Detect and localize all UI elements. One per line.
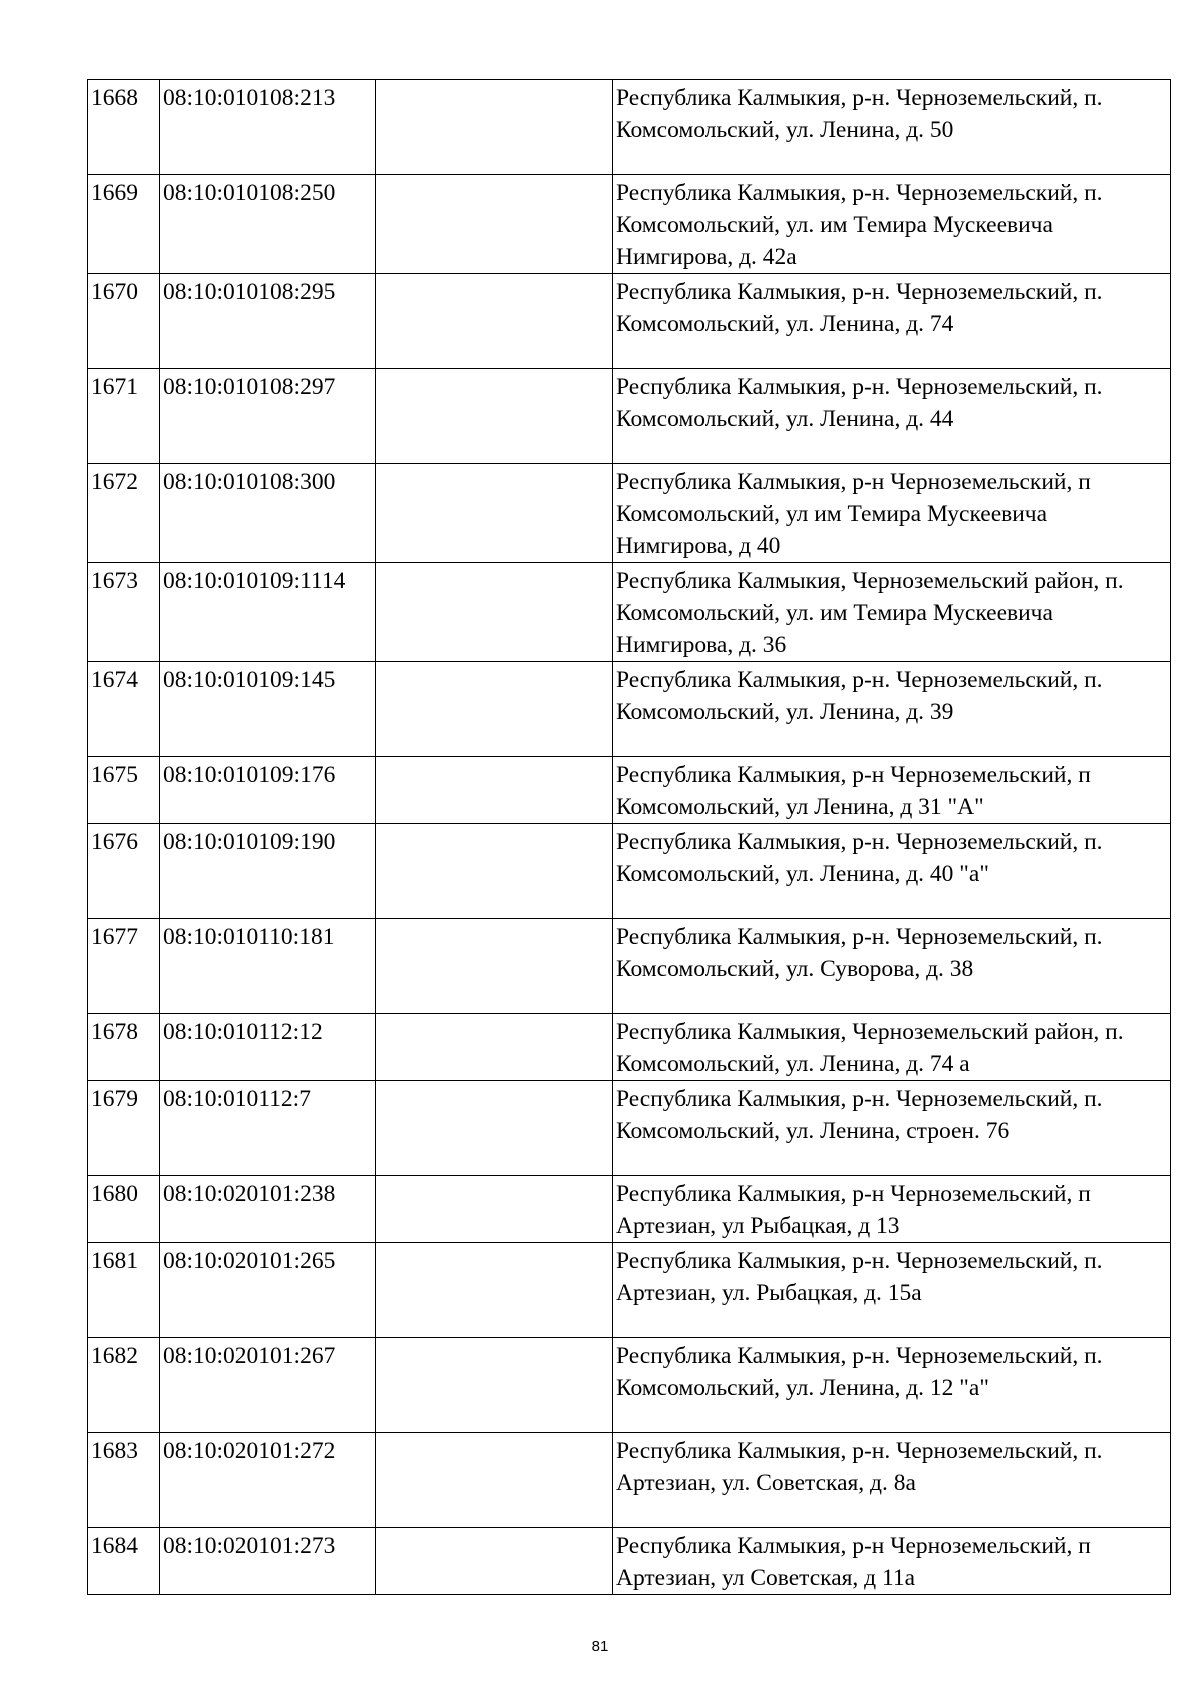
empty-cell	[376, 1433, 613, 1528]
empty-cell	[376, 1014, 613, 1081]
table-row	[88, 824, 1171, 919]
cadastral-number-cell: 08:10:010109:145	[160, 662, 376, 757]
empty-cell	[376, 662, 613, 757]
address-cell: Республика Калмыкия, р-н. Черноземельский, п. Комсомольский, ул. Ленина, д. 50	[613, 80, 1171, 175]
row-number-cell: 1673	[88, 563, 160, 662]
row-number-cell: 1675	[88, 757, 160, 824]
empty-cell	[376, 464, 613, 563]
table-row	[88, 1014, 1171, 1081]
address-cell: Республика Калмыкия, р-н. Черноземельский, п. Комсомольский, ул. Ленина, строен. 76	[613, 1081, 1171, 1176]
cadastral-number-cell: 08:10:020101:265	[160, 1243, 376, 1338]
table-row	[88, 757, 1171, 824]
cadastral-number-cell: 08:10:010112:12	[160, 1014, 376, 1081]
table-row	[88, 563, 1171, 662]
table-row	[88, 369, 1171, 464]
address-cell: Республика Калмыкия, р-н. Черноземельский, п. Комсомольский, ул. Ленина, д. 12 "а"	[613, 1338, 1171, 1433]
row-number-cell: 1681	[88, 1243, 160, 1338]
table-row	[88, 1081, 1171, 1176]
cadastral-number-cell: 08:10:010108:297	[160, 369, 376, 464]
table-row	[88, 1243, 1171, 1338]
row-number-cell: 1672	[88, 464, 160, 563]
address-cell: Республика Калмыкия, Черноземельский район, п. Комсомольский, ул. Ленина, д. 74 а	[613, 1014, 1171, 1081]
cadastral-number-cell: 08:10:020101:238	[160, 1176, 376, 1243]
empty-cell	[376, 1081, 613, 1176]
address-cell: Республика Калмыкия, р-н Черноземельский, п Артезиан, ул Советская, д 11а	[613, 1528, 1171, 1595]
table-row	[88, 1433, 1171, 1528]
empty-cell	[376, 369, 613, 464]
row-number-cell: 1677	[88, 919, 160, 1014]
row-number-cell: 1682	[88, 1338, 160, 1433]
row-number-cell: 1676	[88, 824, 160, 919]
row-number-cell: 1674	[88, 662, 160, 757]
row-number-cell: 1678	[88, 1014, 160, 1081]
row-number-cell: 1670	[88, 274, 160, 369]
empty-cell	[376, 80, 613, 175]
cadastral-number-cell: 08:10:010108:213	[160, 80, 376, 175]
row-number-cell: 1683	[88, 1433, 160, 1528]
row-number-cell: 1668	[88, 80, 160, 175]
address-cell: Республика Калмыкия, р-н. Черноземельский, п. Комсомольский, ул. Ленина, д. 74	[613, 274, 1171, 369]
property-registry-table	[87, 79, 1171, 1595]
row-number-cell: 1679	[88, 1081, 160, 1176]
cadastral-number-cell: 08:10:020101:273	[160, 1528, 376, 1595]
row-number-cell: 1680	[88, 1176, 160, 1243]
empty-cell	[376, 757, 613, 824]
empty-cell	[376, 1176, 613, 1243]
empty-cell	[376, 1338, 613, 1433]
empty-cell	[376, 919, 613, 1014]
address-cell: Республика Калмыкия, р-н. Черноземельский, п. Комсомольский, ул. Ленина, д. 40 "а"	[613, 824, 1171, 919]
address-cell: Республика Калмыкия, р-н. Черноземельский, п. Комсомольский, ул. Суворова, д. 38	[613, 919, 1171, 1014]
cadastral-number-cell: 08:10:010109:190	[160, 824, 376, 919]
empty-cell	[376, 1528, 613, 1595]
cadastral-number-cell: 08:10:010110:181	[160, 919, 376, 1014]
cadastral-number-cell: 08:10:020101:267	[160, 1338, 376, 1433]
address-cell: Республика Калмыкия, р-н Черноземельский, п Комсомольский, ул Ленина, д 31 "А"	[613, 757, 1171, 824]
cadastral-number-cell: 08:10:010109:1114	[160, 563, 376, 662]
address-cell: Республика Калмыкия, р-н Черноземельский, п Артезиан, ул Рыбацкая, д 13	[613, 1176, 1171, 1243]
table-row	[88, 1338, 1171, 1433]
table-row	[88, 919, 1171, 1014]
cadastral-number-cell: 08:10:010109:176	[160, 757, 376, 824]
row-number-cell: 1669	[88, 175, 160, 274]
empty-cell	[376, 563, 613, 662]
row-number-cell: 1684	[88, 1528, 160, 1595]
cadastral-number-cell: 08:10:020101:272	[160, 1433, 376, 1528]
table-row	[88, 1176, 1171, 1243]
table-row	[88, 1528, 1171, 1595]
empty-cell	[376, 1243, 613, 1338]
cadastral-number-cell: 08:10:010108:295	[160, 274, 376, 369]
address-cell: Республика Калмыкия, р-н. Черноземельский, п. Комсомольский, ул. им Темира Мускеевича Нимгирова, д. 42а	[613, 175, 1171, 274]
address-cell: Республика Калмыкия, Черноземельский район, п. Комсомольский, ул. им Темира Мускеевича Нимгирова, д. 36	[613, 563, 1171, 662]
table-row	[88, 80, 1171, 175]
table-row	[88, 464, 1171, 563]
address-cell: Республика Калмыкия, р-н Черноземельский, п Комсомольский, ул им Темира Мускеевича Нимгирова, д 40	[613, 464, 1171, 563]
cadastral-number-cell: 08:10:010108:300	[160, 464, 376, 563]
empty-cell	[376, 175, 613, 274]
address-cell: Республика Калмыкия, р-н. Черноземельский, п. Комсомольский, ул. Ленина, д. 44	[613, 369, 1171, 464]
table-row	[88, 662, 1171, 757]
cadastral-number-cell: 08:10:010112:7	[160, 1081, 376, 1176]
page-number: 81	[591, 1638, 609, 1655]
row-number-cell: 1671	[88, 369, 160, 464]
table-row	[88, 175, 1171, 274]
empty-cell	[376, 824, 613, 919]
address-cell: Республика Калмыкия, р-н. Черноземельский, п. Комсомольский, ул. Ленина, д. 39	[613, 662, 1171, 757]
table-row	[88, 274, 1171, 369]
address-cell: Республика Калмыкия, р-н. Черноземельский, п. Артезиан, ул. Рыбацкая, д. 15а	[613, 1243, 1171, 1338]
empty-cell	[376, 274, 613, 369]
cadastral-number-cell: 08:10:010108:250	[160, 175, 376, 274]
address-cell: Республика Калмыкия, р-н. Черноземельский, п. Артезиан, ул. Советская, д. 8а	[613, 1433, 1171, 1528]
